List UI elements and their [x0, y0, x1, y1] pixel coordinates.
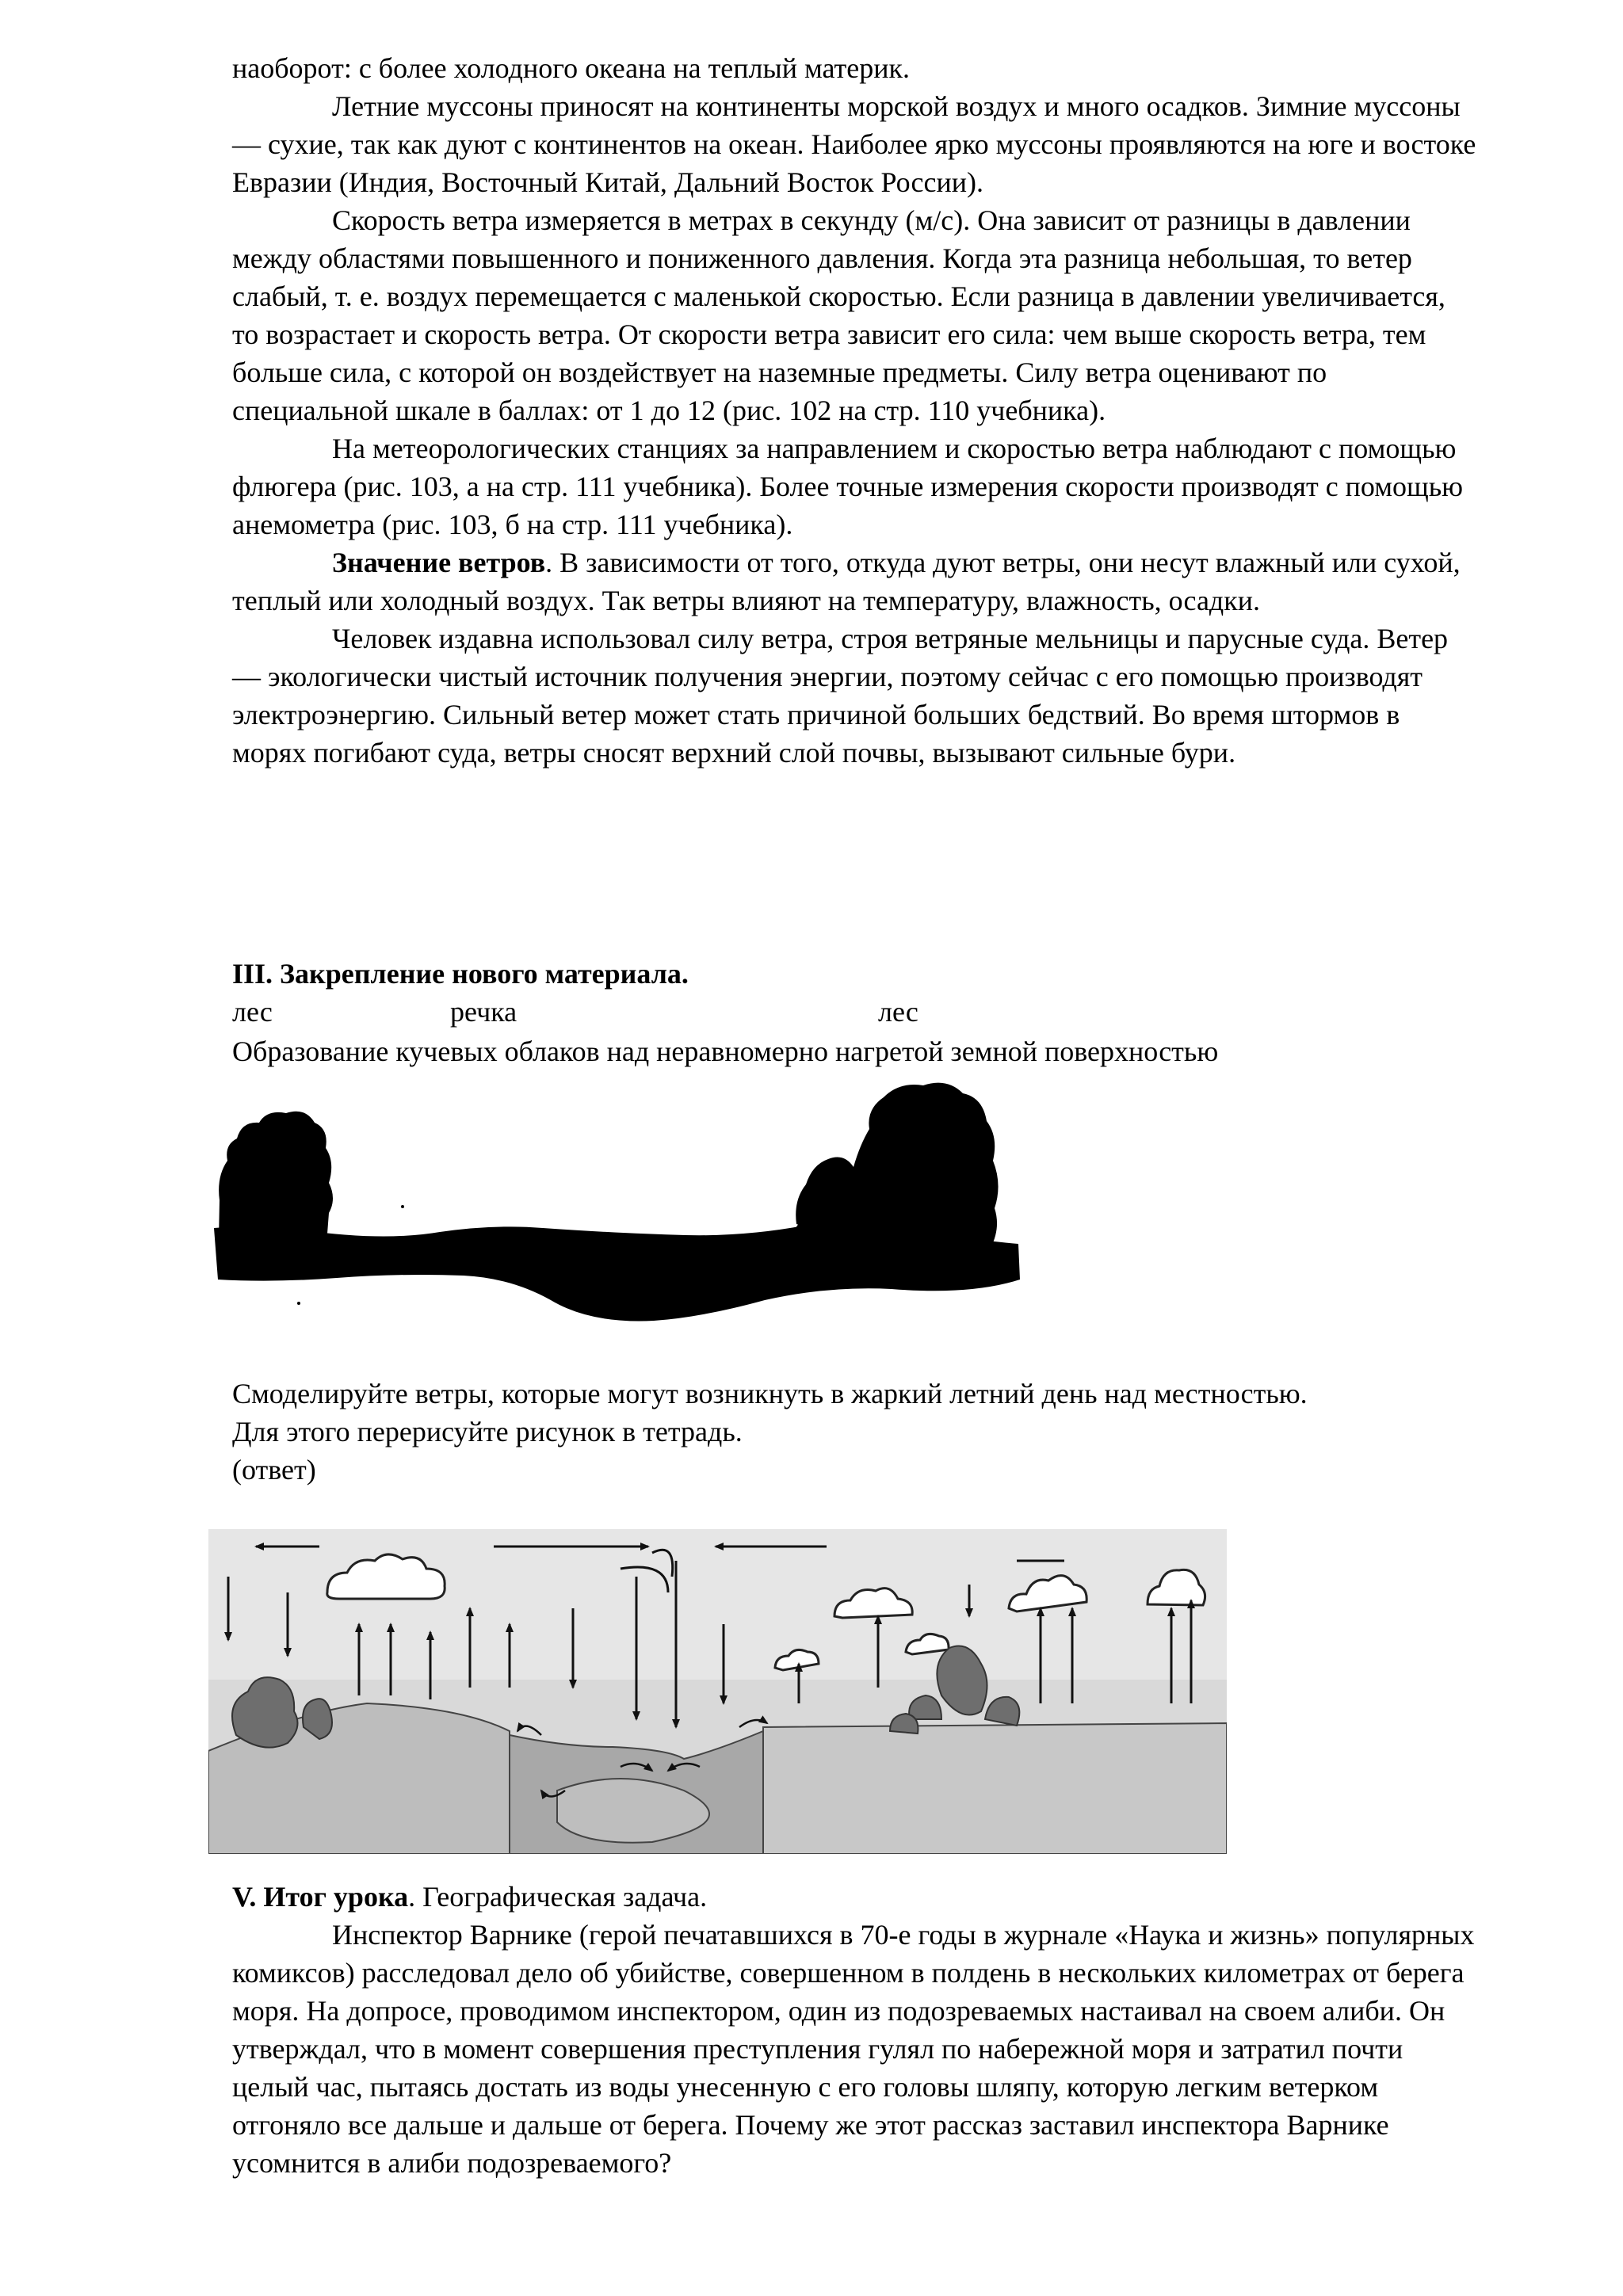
section-5-heading — [232, 1878, 707, 1916]
figure-caption: Образование кучевых облаков над неравномерно нагретой земной поверхностью — [232, 1035, 1219, 1067]
landscape-labels — [232, 993, 1476, 1031]
paragraph-inspector-task: Инспектор Варнике (герой печатавшихся в 70-е годы в журнале «Наука и жизнь» популярных комиксов) расследовал дело об убийстве, совершенном в полдень в нескольких километрах от берега моря. На допросе, проводимом инспектором, один из подозреваемых настаивал на своем алиби. Он утверждал, что в момент совершения преступления гулял по набережной моря и затратил почти целый час, пытаясь достать из воды унесенную с его головы шляпу, которую легким ветерком отгоняло все дальше и дальше от берега. Почему же этот рассказ заставил инспектора Варнике усомнится в алиби подозреваемого? — [232, 1919, 1475, 2179]
label-forest-left: лес — [232, 996, 273, 1028]
section-5-heading-bold: V. Итог урока — [232, 1881, 409, 1913]
paragraph-weather-stations: На метеорологических станциях за направлением и скоростью ветра наблюдают с помощью флюгера (рис. 103, а на стр. 111 учебника). Более точные измерения скорости производят с помощью анемометра (рис. 103, б на стр. 111 учебника). — [232, 433, 1464, 540]
wind-meaning-heading: Значение ветров — [332, 547, 546, 578]
task-line-2: Для этого перерисуйте рисунок в тетрадь. — [232, 1416, 743, 1447]
label-river: речка — [450, 996, 517, 1028]
top-text — [232, 49, 1476, 772]
section-5-body — [232, 1916, 1476, 2182]
winds-answer-figure — [208, 1529, 1227, 1854]
paragraph-monsoons: Летние муссоны приносят на континенты морской воздух и много осадков. Зимние муссоны — сухие, так как дуют с континентов на океан. Наиболее ярко муссоны проявляются на юге и востоке Евразии (Индия, Восточный Китай, Дальний Восток России). — [232, 90, 1476, 198]
task-line-1: Смоделируйте ветры, которые могут возникнуть в жаркий летний день над местностью. — [232, 1378, 1308, 1409]
paragraph-continuation: наоборот: с более холодного океана на теплый материк. — [232, 52, 911, 84]
paragraph-wind-speed: Скорость ветра измеряется в метрах в секунду (м/с). Она зависит от разницы в давлении между областями повышенного и пониженного давления. Когда эта разница небольшая, то ветер слабый, т. е. воздух перемещается с маленькой скоростью. Если разница в давлении увеличивается, то возрастает и скорость ветра. От скорости ветра зависит его сила: чем выше скорость ветра, тем больше сила, с которой он воздействует на наземные предметы. Силу ветра оценивают по специальной шкале в баллах: от 1 до 12 (рис. 102 на стр. 110 учебника). — [232, 204, 1445, 426]
label-forest-right: лес — [878, 996, 918, 1028]
ground-and-river-silhouette — [214, 1221, 1020, 1321]
task-answer-label: (ответ) — [232, 1454, 316, 1486]
paragraph-wind-meaning — [232, 543, 1476, 620]
paragraph-human-wind: Человек издавна использовал силу ветра, строя ветряные мельницы и парусные суда. Ветер — экологически чистый источник получения энергии, поэтому сейчас с его помощью производят электроэнергию. Сильный ветер может стать причиной больших бедствий. Во время штормов в морях погибают суда, ветры сносят верхний слой почвы, вызывают сильные бури. — [232, 623, 1449, 769]
right-plain — [763, 1723, 1227, 1854]
wind-meaning-text: . В зависимости от того, откуда дуют ветры, они несут влажный или сухой, теплый или холодный воздух. Так ветры влияют на температуру, влажность, осадки. — [232, 547, 1461, 616]
section-5-heading-rest: . Географическая задача. — [408, 1881, 708, 1913]
section-3-heading: III. Закрепление нового материала. — [232, 958, 689, 990]
landscape-silhouette-figure — [210, 1066, 1034, 1327]
